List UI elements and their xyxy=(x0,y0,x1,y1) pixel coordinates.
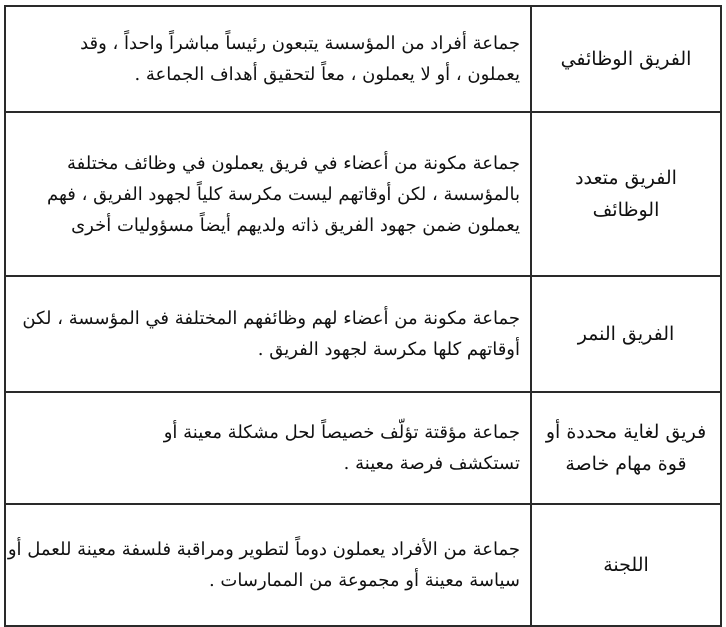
team-types-table xyxy=(4,5,722,627)
description-line: أوقاتهم كلها مكرسة لجهود الفريق . xyxy=(257,339,520,360)
term-text: اللجنة xyxy=(603,554,649,576)
table-row-functional-team xyxy=(5,6,721,112)
table-row-task-force xyxy=(5,392,721,504)
description-cell xyxy=(5,504,531,626)
description-line: جماعة مكونة من أعضاء في فريق يعملون في وظائف مختلفة xyxy=(67,152,520,174)
term-cell xyxy=(531,392,721,504)
definitions-table-container xyxy=(4,5,722,627)
term-text: الوظائف xyxy=(592,199,660,221)
table-row-cross-functional-team xyxy=(5,112,721,276)
description-line: جماعة أفراد من المؤسسة يتبعون رئيساً مباشراً واحداً ، وقد xyxy=(80,33,520,54)
description-line: جماعة مكونة من أعضاء لهم وظائفهم المختلفة في المؤسسة ، لكن xyxy=(22,308,520,329)
description-cell xyxy=(5,276,531,392)
description-line: جماعة من الأفراد يعملون دوماً لتطوير ومراقبة فلسفة معينة للعمل أو xyxy=(7,539,520,560)
description-line: سياسة معينة أو مجموعة من الممارسات . xyxy=(208,570,520,591)
term-text: فريق لغاية محددة أو xyxy=(545,421,707,443)
description-cell xyxy=(5,392,531,504)
term-cell xyxy=(531,112,721,276)
table-row-tiger-team xyxy=(5,276,721,392)
description-cell xyxy=(5,6,531,112)
description-line: يعملون ضمن جهود الفريق ذاته ولديهم أيضاً مسؤوليات أخرى xyxy=(71,214,520,236)
term-cell xyxy=(531,6,721,112)
description-cell xyxy=(5,112,531,276)
term-text: الفريق الوظائفي xyxy=(560,48,692,70)
term-text: قوة مهام خاصة xyxy=(565,453,687,475)
description-line: يعملون ، أو لا يعملون ، معاً لتحقيق أهداف الجماعة . xyxy=(134,64,520,85)
term-cell xyxy=(531,276,721,392)
description-line: تستكشف فرصة معينة . xyxy=(343,453,520,474)
term-text: الفريق النمر xyxy=(577,323,675,345)
description-line: جماعة مؤقتة تؤلّف خصيصاً لحل مشكلة معينة أو xyxy=(163,422,520,443)
table-row-committee xyxy=(5,504,721,626)
term-text: الفريق متعدد xyxy=(575,167,677,189)
description-line: بالمؤسسة ، لكن أوقاتهم ليست مكرسة كلياً لجهود الفريق ، فهم xyxy=(47,183,520,205)
term-cell xyxy=(531,504,721,626)
